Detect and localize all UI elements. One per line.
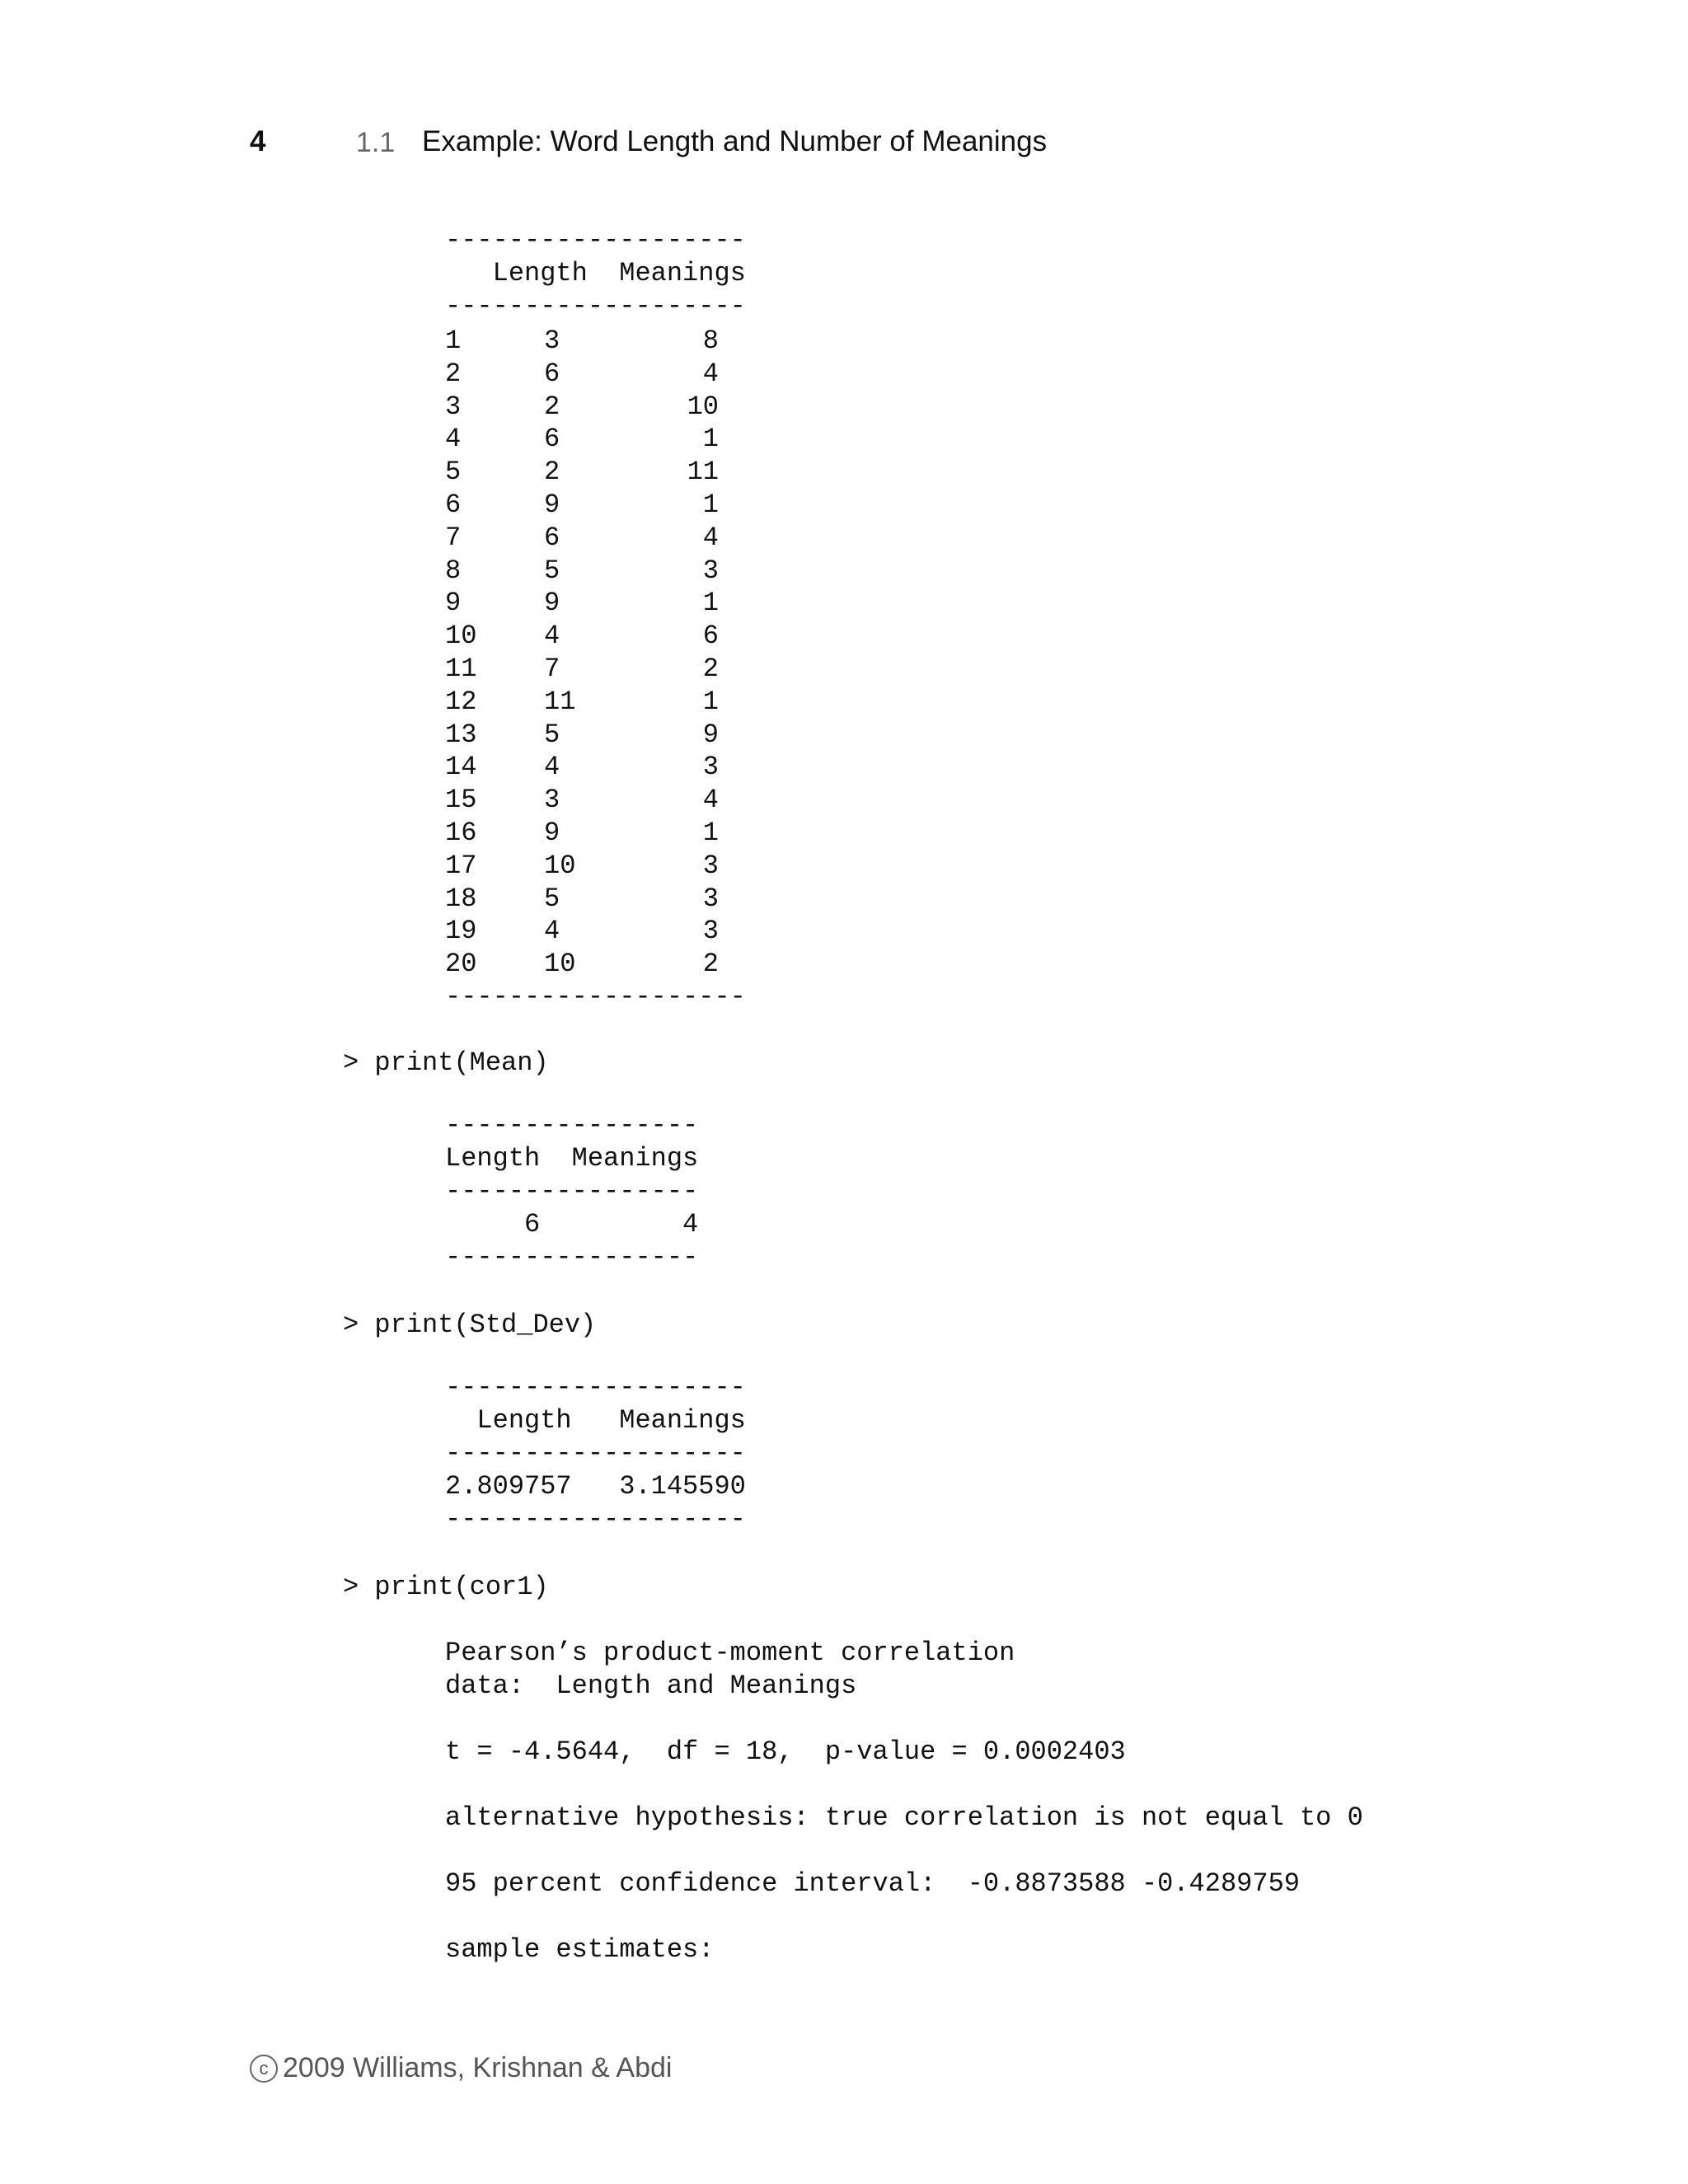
table1-index-cell: 7 [445,522,462,553]
table1-length-cell: 6 [544,358,560,389]
mean-header-rule: ---------------- [445,1176,699,1207]
table1-length-cell: 6 [544,522,560,553]
table1-index-cell: 15 [445,785,477,816]
table1-meanings-cell: 3 [702,555,719,586]
table1-index-cell: 10 [445,621,477,652]
mean-command: > print(Mean) [343,1047,549,1078]
table1-index-cell: 1 [445,326,462,356]
table1-length-cell: 5 [544,719,560,750]
table1-length-column [544,325,610,981]
table1-length-cell: 9 [544,817,560,848]
table1-header-rule: ------------------- [445,291,746,321]
table1-meanings-cell: 4 [702,358,719,389]
stddev-header-rule: ------------------- [445,1438,746,1469]
page-number: 4 [250,125,266,157]
table1-meanings-cell: 2 [702,949,719,980]
table1-length-cell: 3 [544,326,560,356]
table1-length-cell: 5 [544,883,560,914]
table1-index-column [445,325,511,981]
table1-length-cell: 3 [544,785,560,816]
table1-bottom-rule: ------------------- [445,982,746,1012]
table1-length-cell: 9 [544,489,560,520]
table1-length-cell: 4 [544,916,560,947]
table1-meanings-cell: 1 [702,686,719,717]
table1-meanings-cell: 9 [702,719,719,750]
table1-index-cell: 4 [445,424,462,455]
table1-meanings-cell: 3 [702,850,719,881]
table1-meanings-cell: 3 [702,752,719,783]
table1-length-cell: 9 [544,588,560,619]
table1-meanings-cell: 2 [702,653,719,684]
mean-bottom-rule: ---------------- [445,1242,699,1272]
table1-index-cell: 3 [445,391,462,422]
table1-meanings-cell: 4 [702,785,719,816]
cor-title: Pearson’s product-moment correlation [445,1638,1015,1668]
cor-estimates-line: sample estimates: [445,1934,715,1965]
table1-meanings-cell: 1 [702,588,719,619]
table1-meanings-cell: 3 [702,883,719,914]
table1-top-rule: ------------------- [445,225,746,255]
table1-index-cell: 9 [445,588,462,619]
cor-ci-line: 95 percent confidence interval: -0.8873588 -0.4289759 [445,1868,1300,1899]
copyright-icon: c [250,2055,278,2083]
table1-meanings-cell: 1 [702,489,719,520]
cor-alternative-line: alternative hypothesis: true correlation is not equal to 0 [445,1802,1363,1833]
cor-data-line: data: Length and Meanings [445,1671,857,1701]
table1-index-cell: 11 [445,653,477,684]
stddev-bottom-rule: ------------------- [445,1504,746,1535]
table1-index-cell: 20 [445,949,477,980]
cor-command: > print(cor1) [343,1572,549,1602]
mean-values: 6 4 [445,1209,699,1240]
table1-index-cell: 6 [445,489,462,520]
footer-copyright [250,2052,672,2084]
table1-meanings-cell: 3 [702,916,719,947]
stddev-values: 2.809757 3.145590 [445,1471,746,1502]
table1-length-cell: 4 [544,621,560,652]
table1-length-cell: 2 [544,457,560,488]
footer-text: 2009 Williams, Krishnan & Abdi [283,2052,673,2083]
table1-length-cell: 4 [544,752,560,783]
table1-length-cell: 11 [544,686,576,717]
table1-meanings-column [651,325,719,981]
section-title: Example: Word Length and Number of Meanings [422,125,1048,157]
table1-length-cell: 10 [544,949,576,980]
table1-index-cell: 8 [445,555,462,586]
table1-meanings-cell: 4 [702,522,719,553]
table1-meanings-cell: 11 [687,457,719,488]
table1-length-cell: 10 [544,850,576,881]
table1-length-cell: 2 [544,391,560,422]
table1-index-cell: 2 [445,358,462,389]
table1-meanings-cell: 10 [687,391,719,422]
table1-meanings-cell: 6 [702,621,719,652]
mean-header: Length Meanings [445,1143,699,1174]
mean-top-rule: ---------------- [445,1110,699,1141]
table1-index-cell: 12 [445,686,477,717]
stddev-command: > print(Std_Dev) [343,1310,597,1340]
cor-stats-line: t = -4.5644, df = 18, p-value = 0.0002403 [445,1736,1126,1767]
table1-meanings-cell: 1 [702,424,719,455]
table1-index-cell: 19 [445,916,477,947]
table1-length-cell: 6 [544,424,560,455]
table1-index-cell: 13 [445,719,477,750]
table1-meanings-cell: 1 [702,817,719,848]
table1-index-cell: 14 [445,752,477,783]
table1-length-cell: 5 [544,555,560,586]
table1-index-cell: 5 [445,457,462,488]
stddev-top-rule: ------------------- [445,1372,746,1403]
table1-length-cell: 7 [544,653,560,684]
section-number: 1.1 [356,127,396,158]
stddev-header: Length Meanings [445,1405,746,1436]
table1-meanings-cell: 8 [702,326,719,356]
table1-header: Length Meanings [445,258,746,288]
table1-index-cell: 18 [445,883,477,914]
table1-index-cell: 17 [445,850,477,881]
table1-index-cell: 16 [445,817,477,848]
